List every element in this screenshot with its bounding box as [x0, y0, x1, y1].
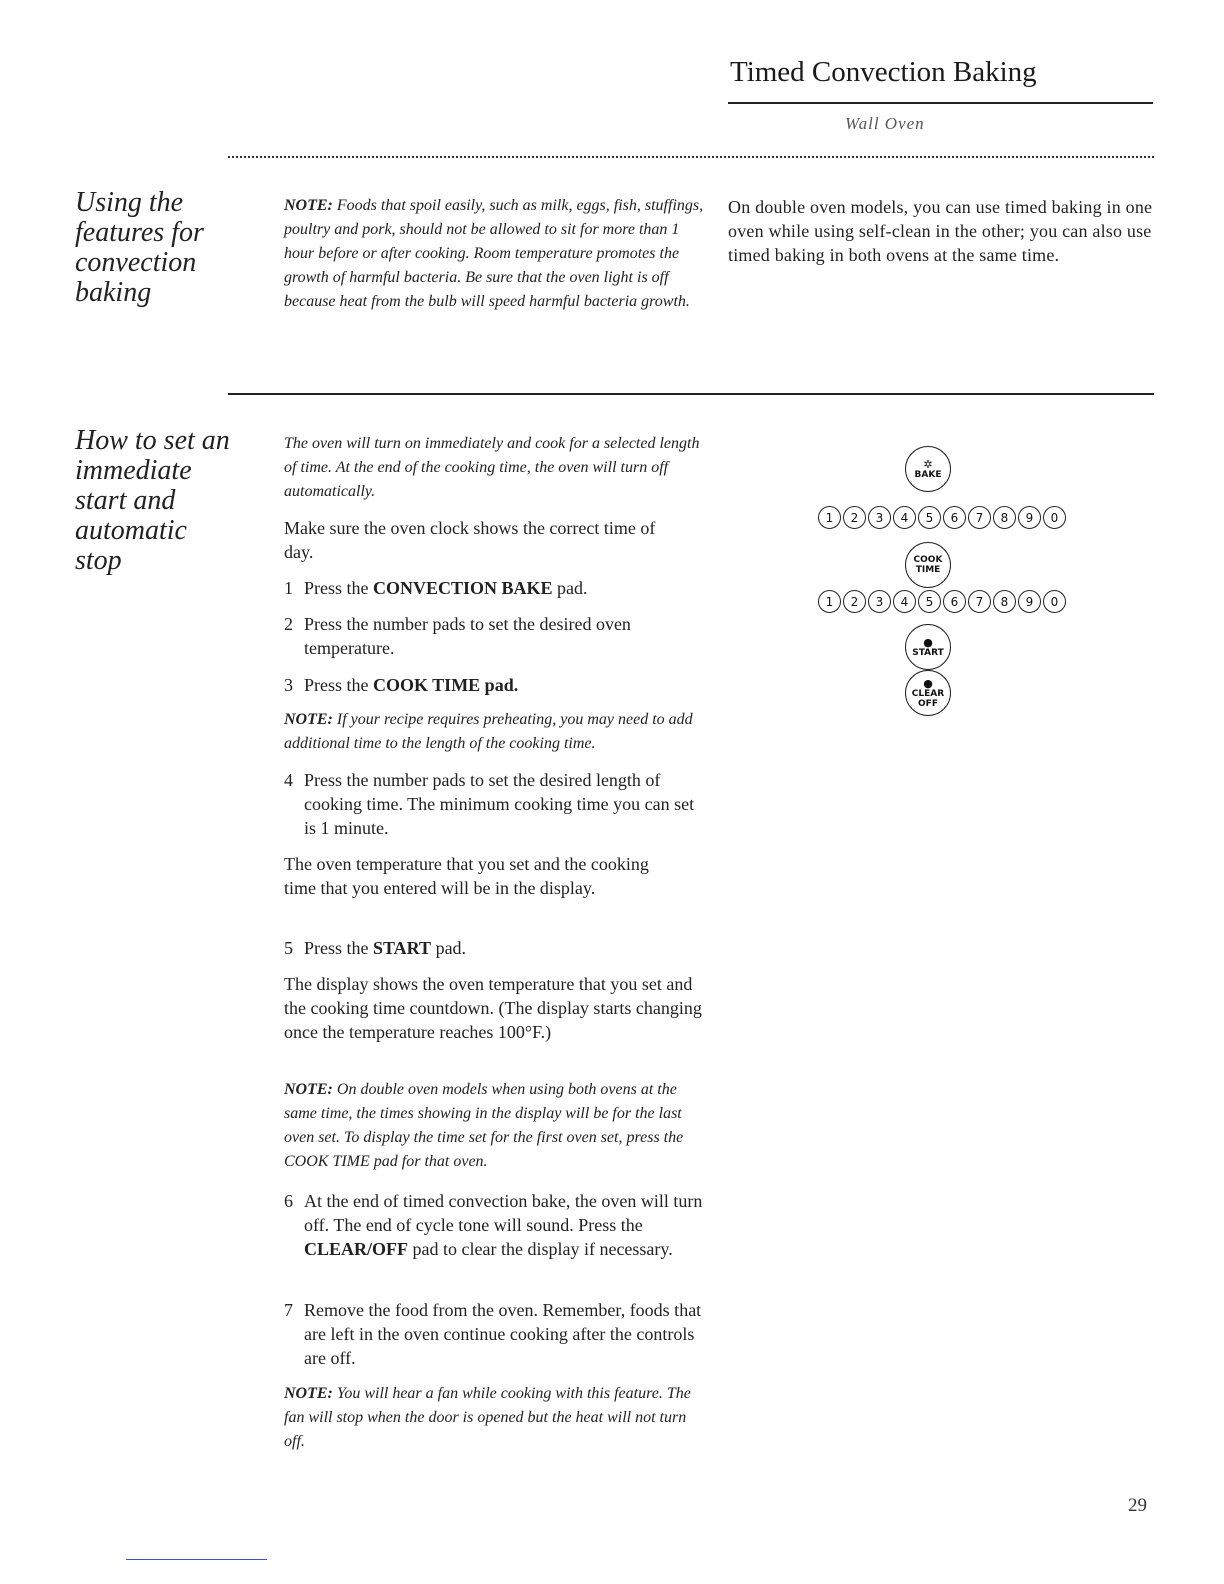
note-label: NOTE:: [284, 197, 333, 214]
start-dot-icon: ●: [923, 635, 933, 649]
step-number: 1: [284, 578, 293, 598]
page-number: 29: [1128, 1495, 1147, 1516]
note-text: Foods that spoil easily, such as milk, eggs, fish, stuffings, poultry and pork, should not be allowed to sit for more than 1 hour before or after cooking. Room temperature promotes the growth of harmful bacteria. Be sure that the oven light is off because heat from the bulb will speed harmful bacteria growth.: [284, 197, 704, 310]
number-pad-5: 5: [918, 590, 941, 613]
note-label: NOTE:: [284, 711, 333, 728]
clear-pad-label: CLEAR: [911, 688, 945, 699]
step-bold-text: CLEAR/OFF: [304, 1239, 409, 1259]
cook-time-pad: [905, 542, 951, 588]
step-number: 6: [284, 1191, 293, 1211]
step-number: 4: [284, 770, 293, 790]
number-pad-3: 3: [868, 590, 891, 613]
number-pad-6: 6: [943, 506, 966, 529]
step-bold-text: COOK TIME pad.: [373, 675, 519, 695]
number-pad-4: 4: [893, 506, 916, 529]
double-oven-text: On double oven models, you can use timed baking in one oven while using self-clean in the other; you can also use timed baking in both ovens at the same time.: [728, 197, 1153, 265]
step-text: Press the: [304, 938, 373, 958]
display-text: The oven temperature that you set and the cooking time that you entered will be in the display.: [284, 854, 649, 898]
step-text: Press the: [304, 578, 373, 598]
step-number: 2: [284, 614, 293, 634]
intro-text: The oven will turn on immediately and cook for a selected length of time. At the end of the cooking time, the oven will turn off automatically.: [284, 435, 700, 500]
bake-pad: [905, 446, 951, 492]
number-pad-8: 8: [993, 506, 1016, 529]
number-pad-7: 7: [968, 590, 991, 613]
clear-dot-icon: ●: [923, 676, 933, 690]
clock-text: Make sure the oven clock shows the correct time of day.: [284, 518, 656, 562]
number-pad-9: 9: [1018, 506, 1041, 529]
convection-fan-icon: ✲: [923, 457, 933, 471]
step-4: [284, 768, 704, 840]
step-bold-text: START: [373, 938, 432, 958]
number-pad-1: 1: [818, 506, 841, 529]
number-pad-0: 0: [1043, 506, 1066, 529]
step-text-end: pad.: [431, 938, 467, 958]
number-pad-2: 2: [843, 506, 866, 529]
step-5: [284, 936, 704, 960]
countdown-text: The display shows the oven temperature that you set and the cooking time countdown. (The display starts changing once the temperature reaches 100°F.): [284, 974, 702, 1042]
step-text: Press the: [304, 675, 373, 695]
number-pad-row-1: [818, 506, 1066, 529]
cook-pad-label: COOK: [913, 555, 943, 565]
off-pad-label: OFF: [918, 698, 938, 709]
number-pad-9: 9: [1018, 590, 1041, 613]
note-label: NOTE:: [284, 1385, 333, 1402]
note-text: On double oven models when using both ovens at the same time, the times showing in the display will be for the last oven set. To display the time set for the first oven set, press the COOK TIME pad for that oven.: [284, 1081, 684, 1170]
step-6: [284, 1189, 704, 1261]
note-preheating: [284, 708, 704, 756]
number-pad-7: 7: [968, 506, 991, 529]
step-text: Press the number pads to set the desired oven temperature.: [304, 614, 631, 658]
start-pad: [905, 624, 951, 670]
clear-off-pad: [905, 670, 951, 716]
step-text-end: pad to clear the display if necessary.: [408, 1239, 673, 1259]
step-text-end: pad.: [552, 578, 588, 598]
section-heading-convection-features: Using the features for convection baking: [75, 187, 204, 308]
number-pad-0: 0: [1043, 590, 1066, 613]
step-number: 5: [284, 938, 293, 958]
note-food-safety: [284, 194, 709, 314]
bake-pad-label: BAKE: [914, 469, 942, 480]
number-pad-2: 2: [843, 590, 866, 613]
section-heading-immediate-start: How to set an immediate start and automatic stop: [75, 425, 230, 576]
step-7: [284, 1298, 704, 1370]
dotted-divider: [228, 156, 1154, 158]
number-pad-1: 1: [818, 590, 841, 613]
number-pad-6: 6: [943, 590, 966, 613]
step-2: [284, 612, 664, 660]
time-pad-label: TIME: [915, 565, 941, 575]
number-pad-4: 4: [893, 590, 916, 613]
step-text: Remove the food from the oven. Remember, foods that are left in the oven continue cooking after the controls are off.: [304, 1300, 702, 1368]
footer-line: [126, 1559, 267, 1560]
note-label: NOTE:: [284, 1081, 333, 1098]
number-pad-3: 3: [868, 506, 891, 529]
title-rule: [728, 102, 1153, 104]
step-1: [284, 576, 704, 600]
step-text: At the end of timed convection bake, the oven will turn off. The end of cycle tone will sound. Press the: [304, 1191, 703, 1235]
note-text: You will hear a fan while cooking with this feature. The fan will stop when the door is opened but the heat will not turn off.: [284, 1385, 691, 1450]
section-divider: [228, 393, 1154, 395]
note-text: If your recipe requires preheating, you may need to add additional time to the length of the cooking time.: [284, 711, 693, 752]
number-pad-row-2: [818, 590, 1066, 613]
step-text: Press the number pads to set the desired length of cooking time. The minimum cooking time you can set is 1 minute.: [304, 770, 695, 838]
number-pad-5: 5: [918, 506, 941, 529]
step-bold-text: CONVECTION BAKE: [373, 578, 553, 598]
page-title: Timed Convection Baking: [730, 56, 1037, 88]
start-pad-label: START: [912, 647, 944, 658]
step-number: 3: [284, 675, 293, 695]
note-double-oven: [284, 1078, 704, 1174]
step-3: [284, 673, 704, 697]
step-number: 7: [284, 1300, 293, 1320]
number-pad-8: 8: [993, 590, 1016, 613]
note-fan: [284, 1382, 704, 1454]
page-subtitle: Wall Oven: [845, 114, 925, 133]
